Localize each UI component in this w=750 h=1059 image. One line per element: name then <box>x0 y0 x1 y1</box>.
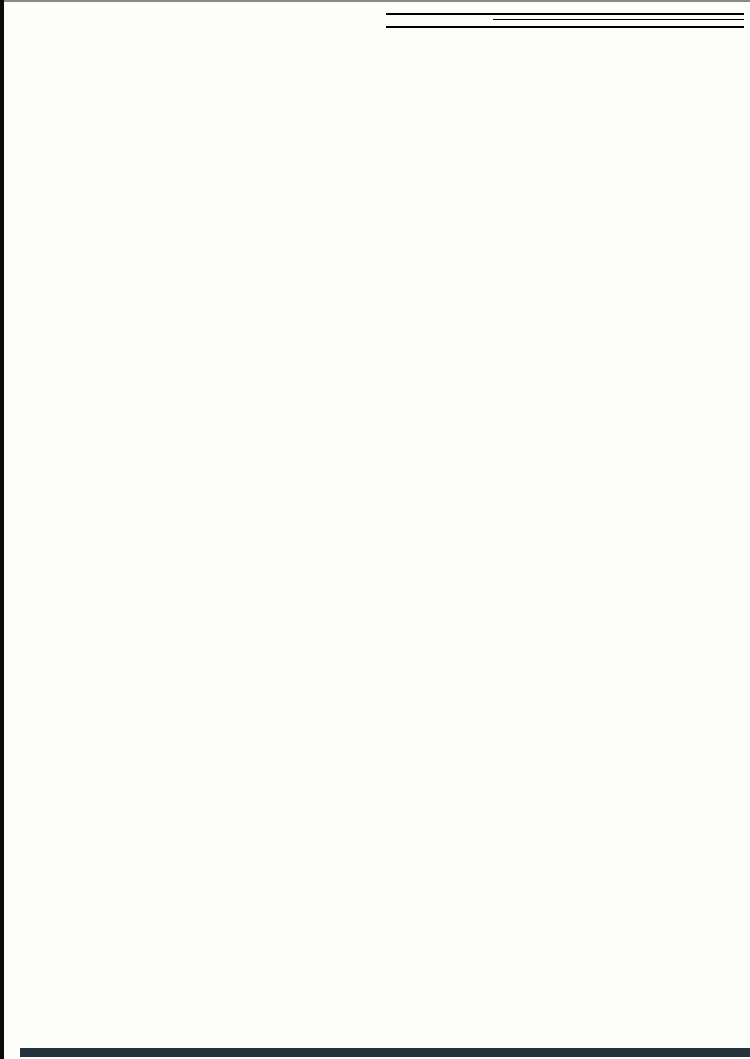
col-unit-start <box>386 20 440 28</box>
ozone-line-chart <box>10 15 372 231</box>
right-column <box>386 8 744 40</box>
col-unit-hold <box>440 20 494 28</box>
col-header-middle <box>594 20 644 28</box>
left-column <box>16 4 378 247</box>
figure-1 <box>10 15 378 236</box>
table-subheader-row <box>386 20 744 28</box>
col-header-top-right <box>543 20 593 28</box>
col-header-bottom-right <box>694 20 744 28</box>
scan-bottom-edge <box>20 1048 750 1057</box>
bacteria-kill-table <box>386 13 744 28</box>
col-header-bottom-left <box>644 20 694 28</box>
col-header-top-left <box>493 20 543 28</box>
